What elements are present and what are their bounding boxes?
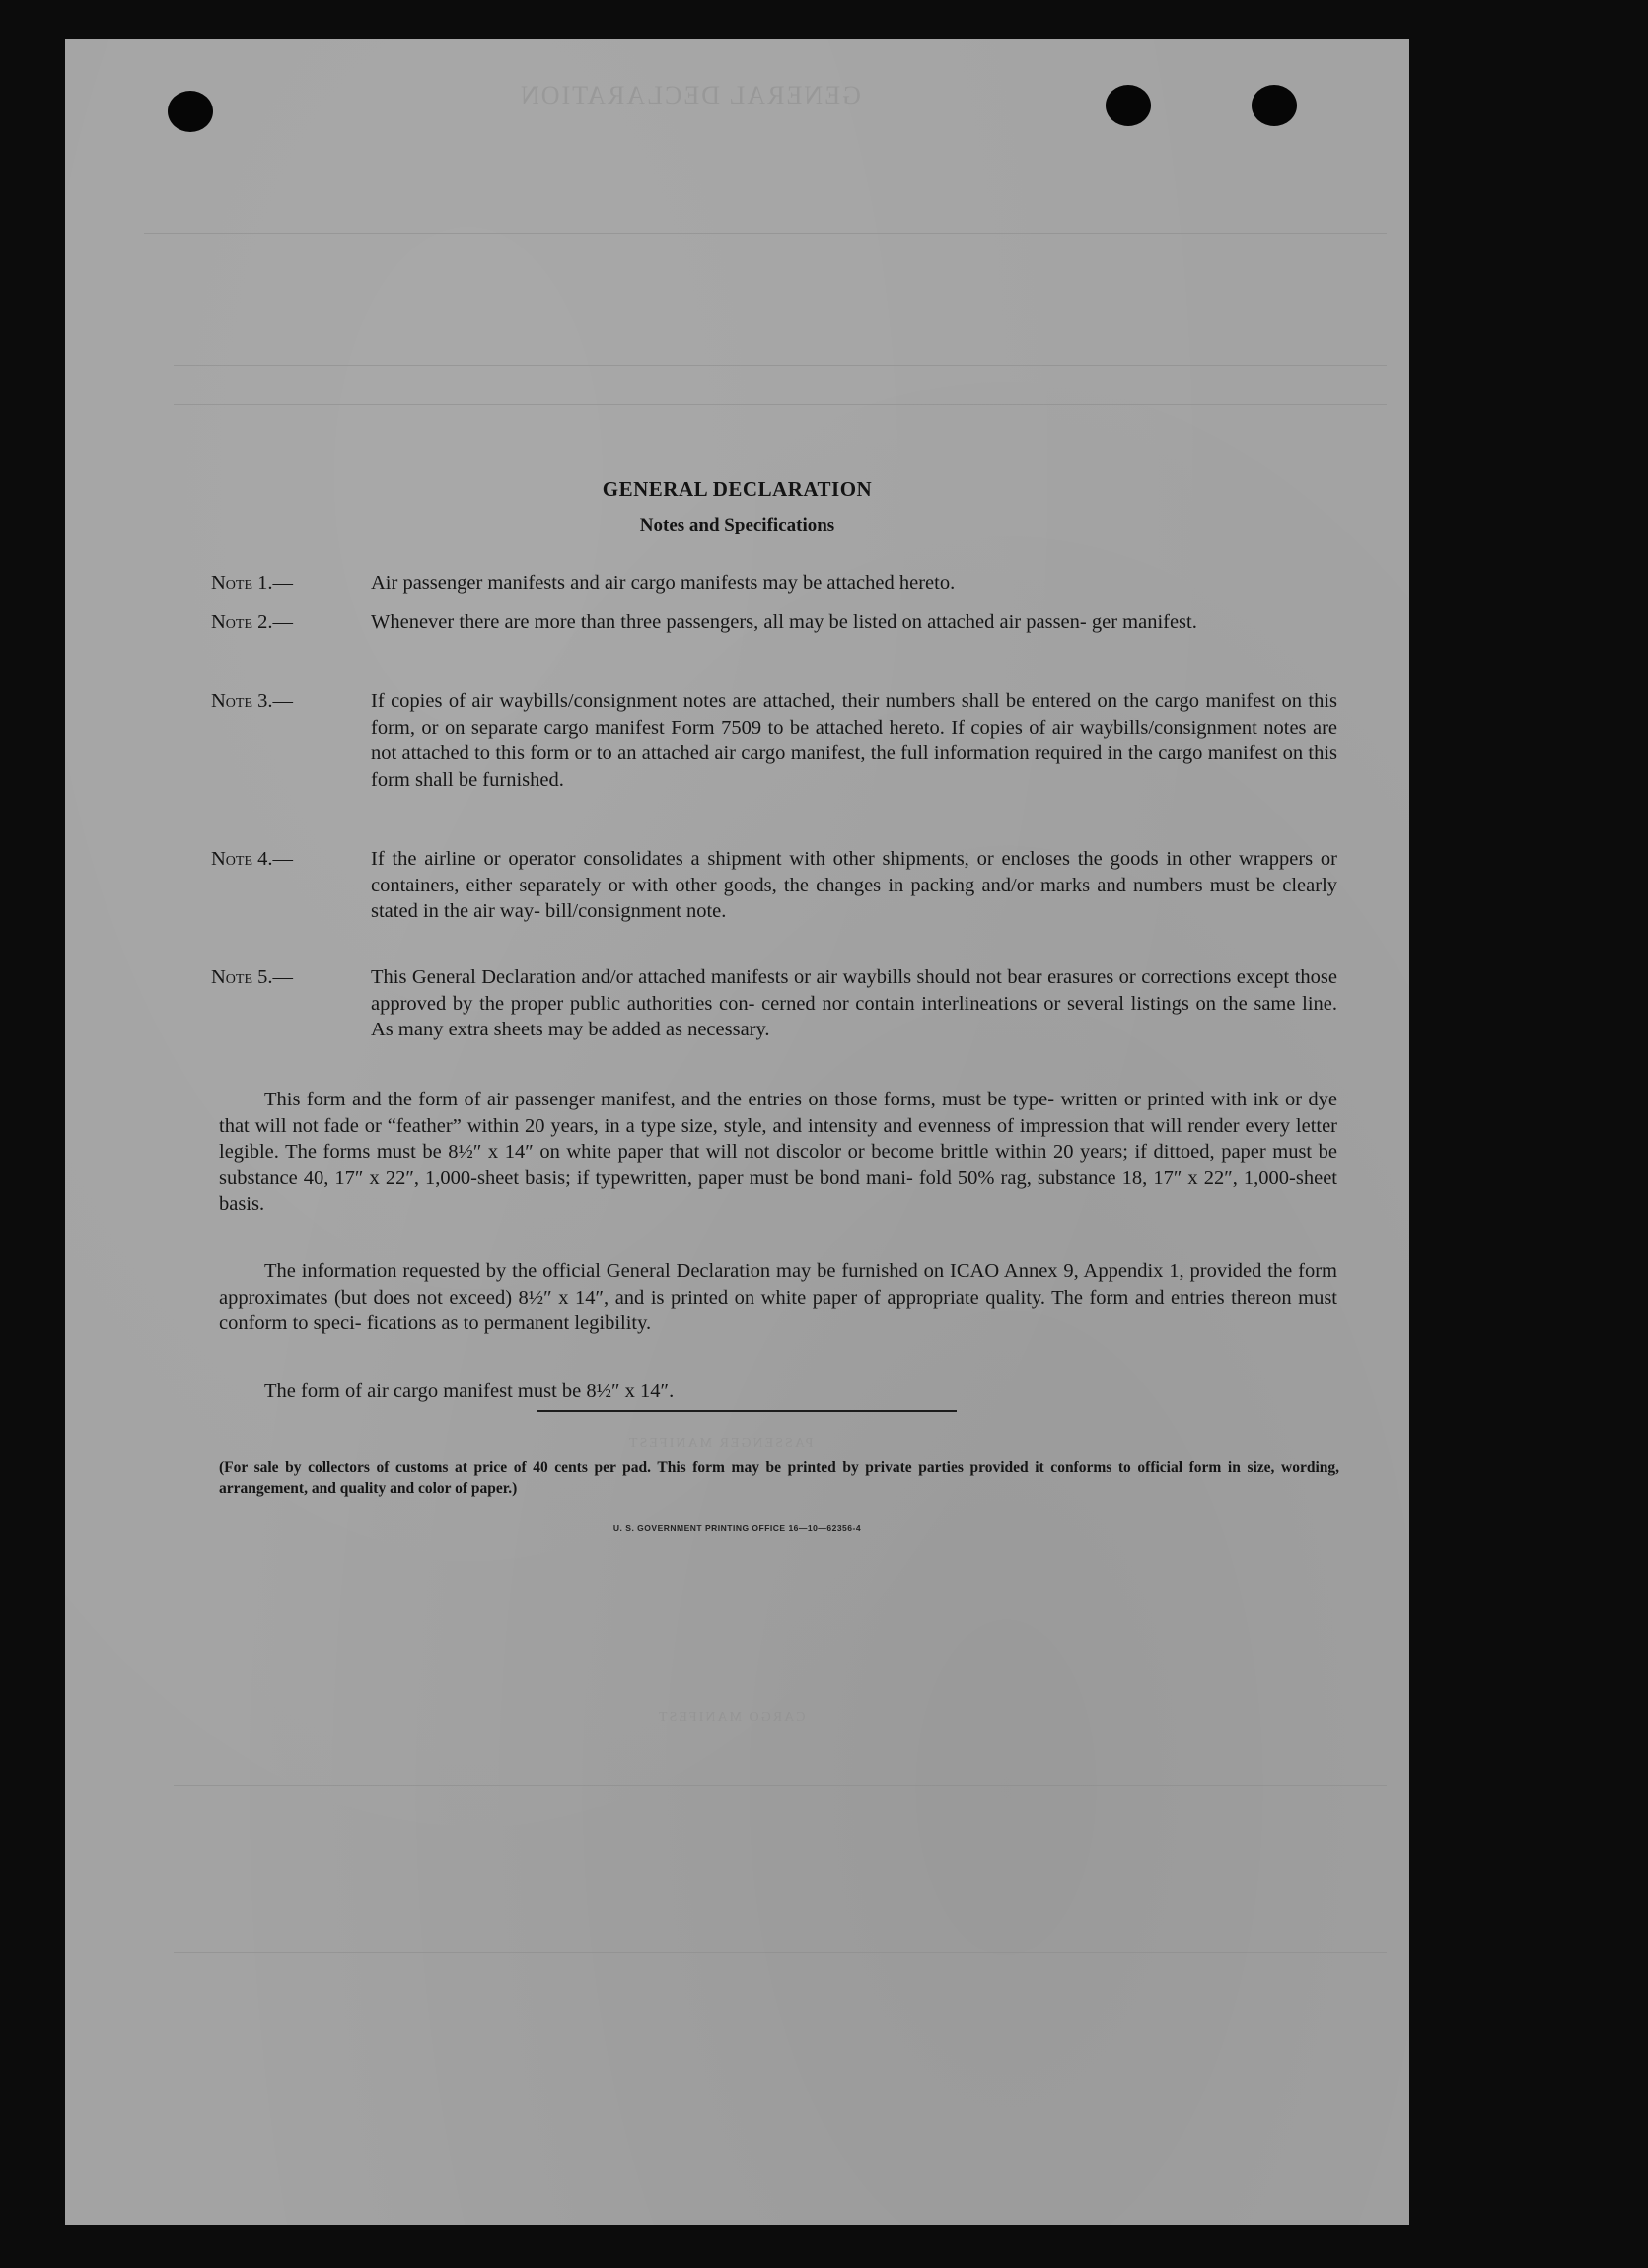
- note-text: [371, 964, 1337, 1043]
- page-subtitle: Notes and Specifications: [639, 515, 835, 535]
- note-text: [371, 846, 1337, 925]
- paragraph-line: The information requested by the official General Declaration may be furnished on ICAO: [264, 1260, 1000, 1282]
- note-line: If the airline or operator consolidates a shipment with other shipments, or encloses the: [371, 848, 1103, 870]
- cargo-manifest-paragraph: [219, 1379, 1337, 1405]
- punch-hole: [168, 91, 213, 132]
- paragraph-line: must be 8½″ x 14″ on white paper that will not discolor or become brittle within 20 years; if dittoed,: [376, 1141, 1215, 1163]
- note-label: Note 2.—: [211, 611, 294, 633]
- note-label: Note 1.—: [211, 572, 294, 594]
- punch-hole: [1106, 85, 1151, 126]
- note-line: Air passenger manifests and air cargo manifests may be attached hereto.: [371, 572, 956, 594]
- note-1: [211, 570, 1337, 597]
- note-text: [371, 609, 1337, 636]
- note-line: ger manifest.: [1091, 611, 1197, 633]
- note-text: [371, 688, 1337, 793]
- note-line: sheets may be added as necessary.: [493, 1019, 770, 1040]
- note-line: form or to an attached air cargo manifest, the full information required in the cargo: [530, 743, 1203, 764]
- note-line: Whenever there are more than three passengers, all may be listed on attached air passen-: [371, 611, 1087, 633]
- show-through-rule: [174, 1785, 1387, 1786]
- paragraph-line: This form and the form of air passenger manifest, and the entries on those forms, must be type-: [264, 1089, 1055, 1110]
- show-through-rule: [144, 233, 1387, 234]
- paragraph-line: fold 50% rag, substance 18, 17″ x 22″, 1,000-sheet basis.: [219, 1167, 1337, 1215]
- printer-imprint: U. S. GOVERNMENT PRINTING OFFICE 16—10—62356-4: [612, 1524, 862, 1533]
- note-line: changes in packing and/or marks and numbers must be clearly stated in the air way-: [371, 874, 1338, 922]
- paragraph-line: The form of air cargo manifest must be 8½″ x 14″.: [264, 1381, 675, 1402]
- paragraph-line: Annex 9, Appendix 1, provided the form approximates (but does not exceed) 8½″ x 14″, and is: [219, 1260, 1338, 1309]
- show-through-header: GENERAL DECLARATION: [519, 81, 861, 109]
- show-through-rule: [174, 365, 1387, 366]
- note-line: erasures or corrections except those approved by the proper public authorities con-: [371, 966, 1337, 1015]
- icao-paragraph: [219, 1258, 1337, 1337]
- page-title: GENERAL DECLARATION: [602, 477, 873, 501]
- note-5: [211, 964, 1337, 1043]
- paragraph-line: written or printed with ink or dye that will not fade or “feather” within 20 years, in a type size,: [219, 1089, 1337, 1137]
- show-through-rule: [174, 1952, 1387, 1953]
- note-line: If copies of air waybills/consignment notes are attached, their numbers shall be entered: [371, 690, 1092, 712]
- note-label: Note 3.—: [211, 690, 294, 712]
- note-4: [211, 846, 1337, 925]
- note-line: on the cargo manifest on this form, or on separate cargo manifest Form 7509 to be: [371, 690, 1338, 739]
- note-line: attached hereto. If copies of air waybills/consignment notes are not attached to this: [371, 716, 1338, 764]
- divider-rule: [537, 1410, 957, 1412]
- show-through-rule: [174, 404, 1387, 405]
- document-page: [65, 39, 1409, 2225]
- note-line: goods in other wrappers or containers, either separately or with other goods, the: [371, 848, 1337, 896]
- note-line: cerned nor contain interlineations or several listings on the same line. As many extra: [371, 992, 1337, 1040]
- show-through-passenger: PASSENGER MANIFEST: [627, 1436, 814, 1451]
- specification-paragraph: [219, 1087, 1337, 1218]
- note-label: Note 5.—: [211, 966, 294, 988]
- paragraph-line: printed on white paper of appropriate quality. The form and entries thereon must conform to speci-: [219, 1286, 1338, 1334]
- punch-hole: [1252, 85, 1297, 126]
- note-3: [211, 688, 1337, 793]
- paragraph-line: fications as to permanent legibility.: [366, 1312, 652, 1334]
- note-2: [211, 609, 1337, 636]
- note-text: [371, 570, 1337, 597]
- note-label: Note 4.—: [211, 848, 294, 870]
- sale-notice: [219, 1457, 1339, 1499]
- paragraph-line: style, and intensity and evenness of impression that will render every letter legible. The forms: [219, 1114, 1338, 1163]
- note-line: manifest on this form shall be furnished.: [371, 743, 1338, 791]
- sale-notice-line: (For sale by collectors of customs at price of 40 cents per pad. This form may be printed by private parties: [219, 1459, 964, 1476]
- show-through-cargo: CARGO MANIFEST: [657, 1710, 806, 1725]
- note-line: bill/consignment note.: [545, 900, 727, 922]
- note-line: This General Declaration and/or attached manifests or air waybills should not bear: [371, 966, 1042, 988]
- paragraph-line: paper must be substance 40, 17″ x 22″, 1,000-sheet basis; if typewritten, paper must be bond mani-: [219, 1141, 1338, 1189]
- sale-notice-line: provided it conforms to official form in size, wording, arrangement, and quality and color of paper.): [219, 1459, 1340, 1497]
